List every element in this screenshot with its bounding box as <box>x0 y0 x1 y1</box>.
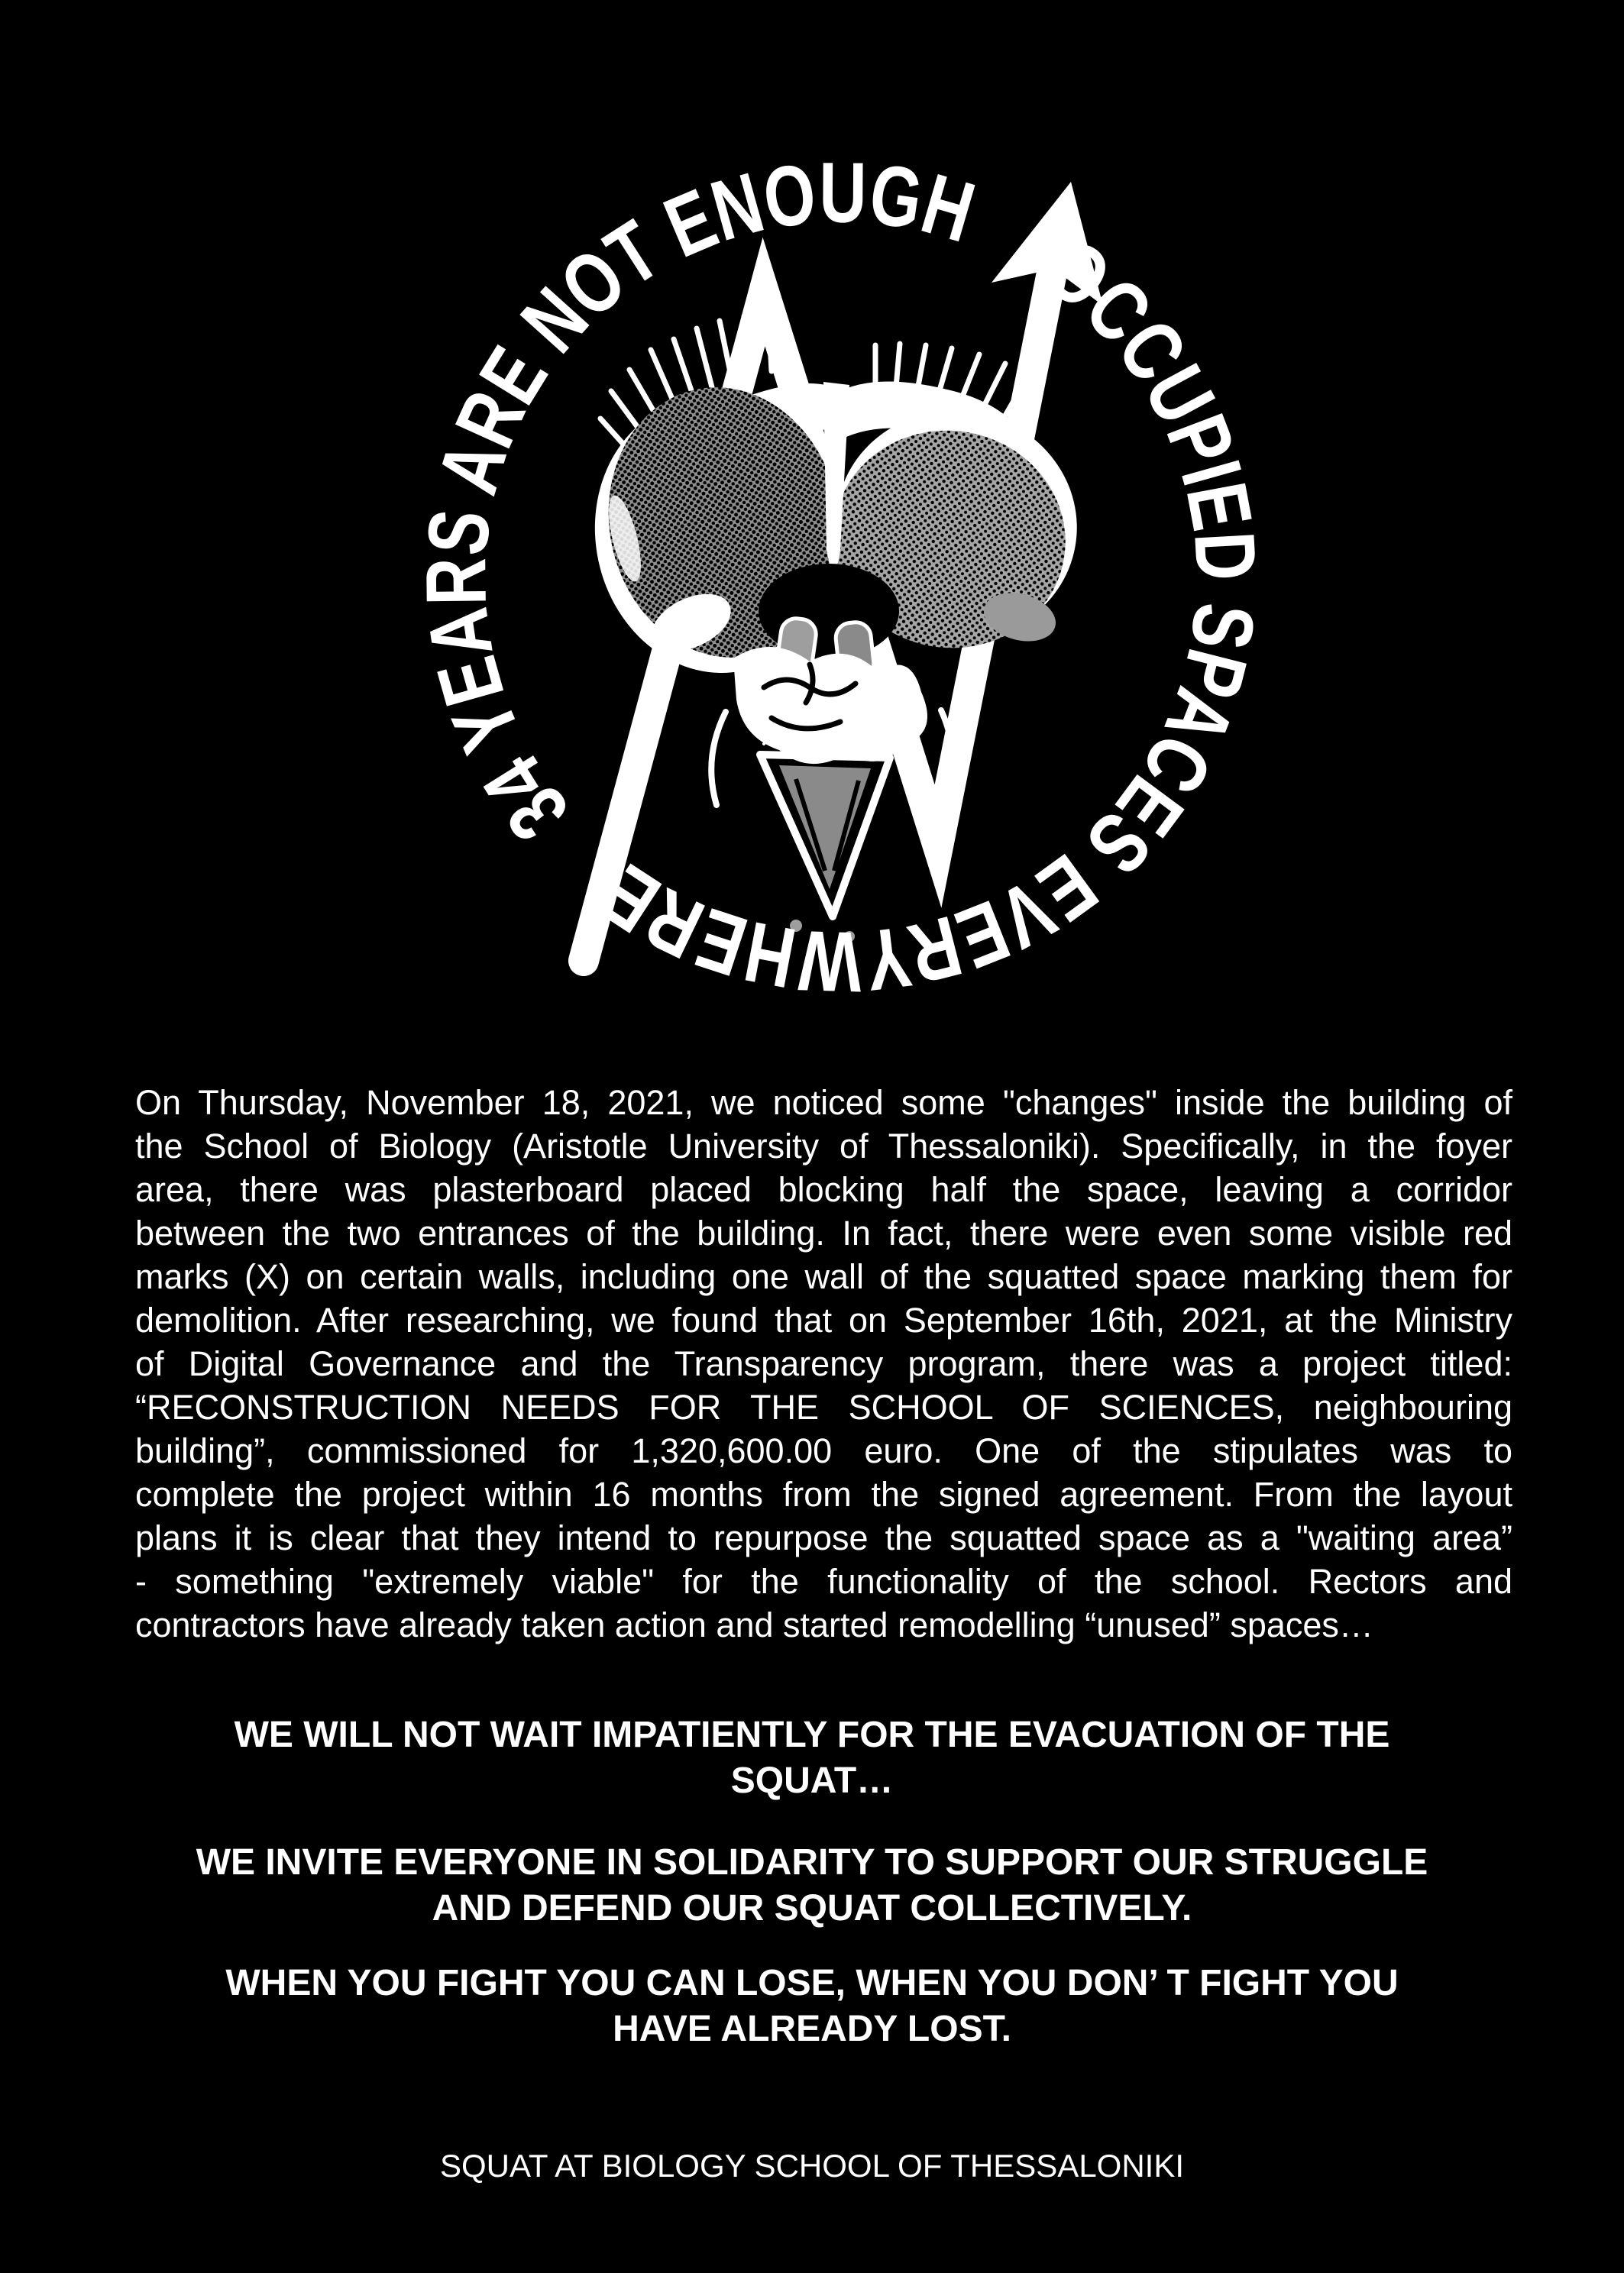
slogan-evacuation <box>0 1712 1624 1804</box>
footer-signature: SQUAT AT BIOLOGY SCHOOL OF THESSALONIKI <box>439 2148 1185 2184</box>
paragraph-line: the School of Biology (Aristotle University of Thessaloniki). Specifically, in the foyer <box>135 1127 1512 1166</box>
paragraph-line: - something "extremely viable" for the functionality of the school. Rectors and <box>135 1562 1512 1601</box>
logo-arc-text-top-path: 34 YEARS ARE NOT ENOUGH <box>407 143 998 858</box>
paragraph-line: between the two entrances of the building. In fact, there were even some visible red <box>135 1214 1512 1253</box>
slogan-line: SQUAT… <box>730 1761 894 1801</box>
paragraph-line: building”, commissioned for 1,320,600.00 euro. One of the stipulates was to <box>135 1431 1512 1470</box>
paragraph-line: of Digital Governance and the Transparency program, there was a project titled: <box>135 1344 1512 1383</box>
slogan-fight <box>0 1961 1624 2052</box>
slogan-line: AND DEFEND OUR SQUAT COLLECTIVELY. <box>432 1888 1192 1929</box>
paragraph-line: complete the project within 16 months from the signed agreement. From the layout <box>135 1475 1512 1514</box>
slogan-solidarity <box>0 1840 1624 1932</box>
paragraph-line: On Thursday, November 18, 2021, we noticed some "changes" inside the building of <box>135 1083 1512 1122</box>
slogan-line: WHEN YOU FIGHT YOU CAN LOSE, WHEN YOU DON’ T FIGHT YOU <box>225 1963 1399 2003</box>
paragraph-line: marks (X) on certain walls, including one wall of the squatted space marking them for <box>135 1257 1512 1296</box>
slogan-line: HAVE ALREADY LOST. <box>613 2009 1011 2049</box>
paragraph-line: contractors have already taken action and started remodelling “unused” spaces… <box>135 1605 1373 1644</box>
fly-mouth-blob <box>733 647 927 764</box>
logo-arc-text-bottom-path: OCCUPIED SPACES EVERYWHERE <box>575 220 1276 1010</box>
slogan-line: WE WILL NOT WAIT IMPATIENTLY FOR THE EVACUATION OF THE <box>234 1715 1390 1755</box>
slogan-line: WE INVITE EVERYONE IN SOLIDARITY TO SUPPORT OUR STRUGGLE <box>196 1842 1428 1883</box>
paragraph-line: plans it is clear that they intend to repurpose the squatted space as a "waiting area” <box>135 1518 1512 1557</box>
paragraph-line: demolition. After researching, we found that on September 16th, 2021, at the Ministry <box>135 1301 1512 1340</box>
paragraph-line: area, there was plasterboard placed blocking half the space, leaving a corridor <box>135 1170 1512 1209</box>
paragraph-line: “RECONSTRUCTION NEEDS FOR THE SCHOOL OF SCIENCES, neighbouring <box>135 1388 1512 1427</box>
body-paragraph <box>135 1081 1512 1647</box>
